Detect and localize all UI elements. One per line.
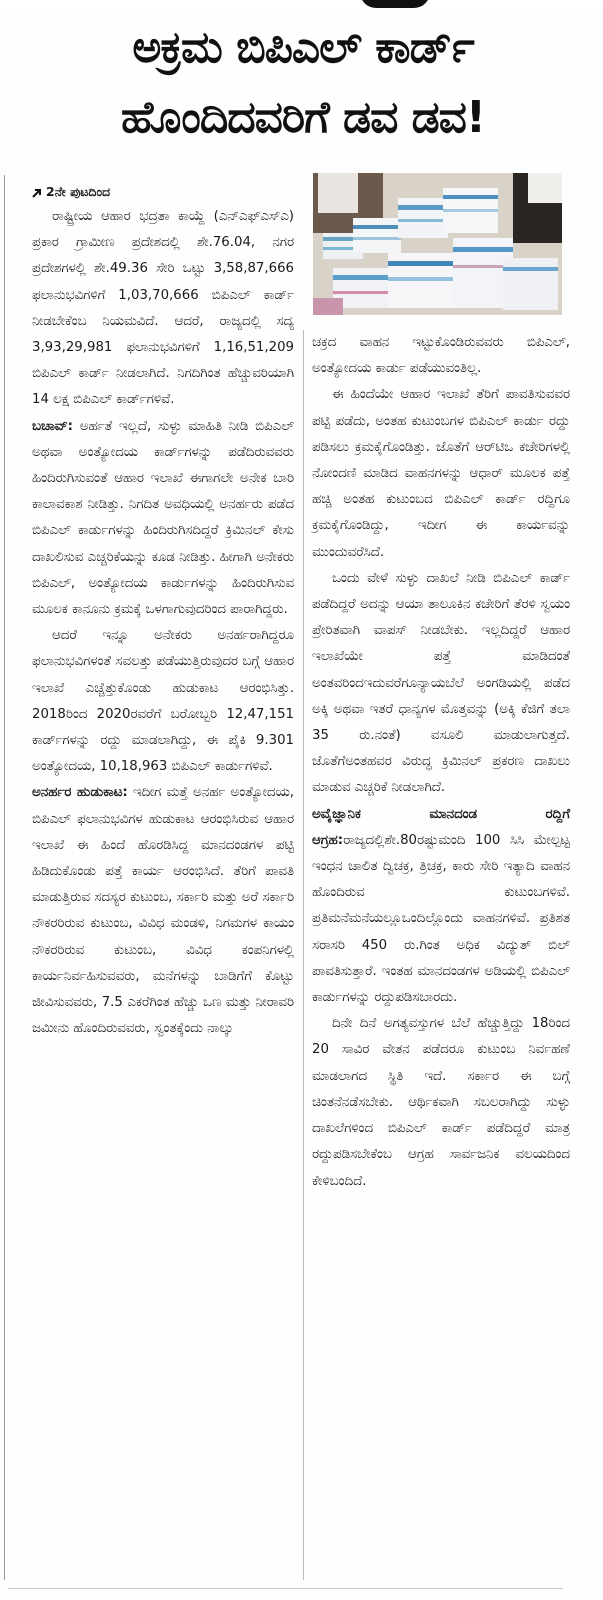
subheading: ಅನರ್ಹರ ಹುಡುಕಾಟ: <box>32 785 128 801</box>
paragraph: ದಿನೇ ದಿನೆ ಅಗತ್ಯವಸ್ತುಗಳ ಬೆಲೆ ಹೆಚ್ಚುತ್ತಿದ್ದು 18ರಿಂದ 20 ಸಾವಿರ ವೇತನ ಪಡೆದರೂ ಕುಟುಂಬ ನಿರ್ವಹಣೆ ಮಾಡಲಾಗದ ಸ್ಥಿತಿ ಇದೆ. ಸರ್ಕಾರ ಈ ಬಗ್ಗೆ ಚಿಂತನೆನಡೆಸಬೇಕು. ಆರ್ಥಿಕವಾಗಿ ಸಬಲರಾಗಿದ್ದು ಸುಳ್ಳು ದಾಖಲೆಗಳಿಂದ ಬಿಪಿಎಲ್ ಕಾರ್ಡ್ ಪಡೆದಿದ್ದರೆ ಮಾತ್ರ ರದ್ದುಪಡಿಸಬೇಕೆಂಬ ಆಗ್ರಹ ಸಾರ್ವಜನಿಕ ವಲಯದಿಂದ ಕೇಳಿಬಂದಿದೆ. <box>312 1016 570 1189</box>
paragraph: ಈ ಹಿಂದೆಯೇ ಆಹಾರ ಇಲಾಖೆ ತೆರಿಗೆ ಪಾವತಿಸುವವರ ಪಟ್ಟಿ ಪಡೆದು, ಅಂತಹ ಕುಟುಂಬಗಳ ಬಿಪಿಎಲ್ ಕಾರ್ಡು ರದ್ದು ಪಡಿಸಲು ಕ್ರಮಕೈಗೊಂಡಿತ್ತು. ಜೊತೆಗೆ ಆರ್‌ಟಿಒ ಕಚೇರಿಗಳಲ್ಲಿ ನೋಂದಣಿ ಮಾಡಿದ ವಾಹನಗಳನ್ನು ಆಧಾರ್ ಮೂಲಕ ಪತ್ತೆ ಹಚ್ಚಿ ಅಂತಹ ಕುಟುಂಬದ ಬಿಪಿಎಲ್ ಕಾರ್ಡ್ ರದ್ದಿಗೂ ಕ್ರಮಕೈಗೊಂಡಿದ್ದು, ಇದೀಗ ಈ ಕಾರ್ಯವನ್ನು ಮುಂದುವರೆಸಿದೆ. <box>312 387 570 560</box>
paragraph: ಒಂದು ವೇಳೆ ಸುಳ್ಳು ದಾಖಲೆ ನೀಡಿ ಬಿಪಿಎಲ್ ಕಾರ್ಡ್ ಪಡೆದಿದ್ದರೆ ಅದನ್ನು ಆಯಾ ತಾಲೂಕಿನ ಕಚೇರಿಗೆ ತೆರಳಿ ಸ್ವಯಂ ಪ್ರೇರಿತವಾಗಿ ವಾಪಸ್ ನೀಡಬೇಕು. ಇಲ್ಲದಿದ್ದರೆ ಆಹಾರ ಇಲಾಖೆಯೇ ಪತ್ತೆ ಮಾಡಿದಂತೆ ಅಂತವರಿಂದಇದುವರೆಗೂನ್ಯಾಯಬೆಲೆ ಅಂಗಡಿಯಲ್ಲಿ ಪಡೆದ ಅಕ್ಕಿ ಅಥವಾ ಇತರೆ ಧಾನ್ಯಗಳ ಮೊತ್ತವನ್ನು (ಅಕ್ಕಿ ಕೆಜಿಗೆ ತಲಾ 35 ರು.ನಂತೆ) ವಸೂಲಿ ಮಾಡುಲಾಗುತ್ತದೆ. ಜೊತೆಗೆಅಂತಹವರ ವಿರುದ್ಧ ಕ್ರಿಮಿನಲ್ ಪ್ರಕರಣ ದಾಖಲು ಮಾಡುವ ಎಚ್ಚರಿಕೆ ನೀಡಲಾಗಿದೆ. <box>312 570 570 796</box>
left-border-rule <box>4 175 5 1580</box>
paragraph: ಆದರೆ ಇನ್ನೂ ಅನೇಕರು ಅನರ್ಹರಾಗಿದ್ದರೂ ಫಲಾನುಭವಿಗಳಂತೆ ಸವಲತ್ತು ಪಡೆಯುತ್ತಿರುವುದರ ಬಗ್ಗೆ ಆಹಾರ ಇಲಾಖೆ ಎಚ್ಚೆತ್ತುಕೊಂಡು ಹುಡುಕಾಟ ಆರಂಭಿಸಿತ್ತು. 2018ರಿಂದ 2020ರವರೆಗೆ ಬರೋಬ್ಬರಿ 12,47,151 ಕಾರ್ಡ್‌ಗಳನ್ನು ರದ್ದು ಮಾಡಲಾಗಿದ್ದು, ಈ ಪೈಕಿ 9.301 ಅಂತ್ಯೋದಯ, 10,18,963 ಬಿಪಿಎಲ್ ಕಾರ್ಡುಗಳಿವೆ. <box>32 628 294 775</box>
paragraph <box>32 414 294 624</box>
paragraph-text: ರಾಜ್ಯದಲ್ಲಿಶೇ.80ರಷ್ಟುಮಂದಿ 100 ಸಿಸಿ ಮೇಲ್ಪಟ್ಟ ಇಂಧನ ಚಾಲಿತ ದ್ವಿಚಕ್ರ, ತ್ರಿಚಕ್ರ, ಕಾರು ಸೇರಿ ಇತ್ಯಾದಿ ವಾಹನ ಹೊಂದಿರುವ ಕುಟುಂಬಗಳಿವೆ. ಪ್ರತಿಮನೆಮನೆಯಲ್ಲೂಒಂದಿಲ್ಲೊಂದು ವಾಹನಗಳಿವೆ. ಪ್ರತಿಶತ ಸರಾಸರಿ 450 ರು.ಗಿಂತ ಅಧಿಕ ವಿದ್ಯುತ್ ಬಿಲ್ ಪಾವತಿಸುತ್ತಾರೆ. ಇಂತಹ ಮಾನದಂಡಗಳ ಅಡಿಯಲ್ಲಿ ಬಿಪಿಎಲ್ ಕಾರ್ಡುಗಳನ್ನು ರದ್ದುಪಡಿಸಬಾರದು. <box>312 832 570 1006</box>
bpl-card-stacks-photo-icon <box>313 173 562 315</box>
bpl-cards-photo <box>313 173 562 315</box>
headline-line-1: ಅಕ್ರಮ ಬಿಪಿಎಲ್ ಕಾರ್ಡ್ <box>132 22 474 73</box>
paragraph-text: ಇದೀಗ ಮತ್ತೆ ಅನರ್ಹ ಅಂತ್ಯೋದಯ, ಬಿಪಿಎಲ್ ಫಲಾನುಭವಿಗಳ ಹುಡುಕಾಟ ಆರಂಭಿಸಿರುವ ಆಹಾರ ಇಲಾಖೆ ಈ ಹಿಂದೆ ಹೊರಡಿಸಿದ್ದ ಮಾನದಂಡಗಳ ಪಟ್ಟಿ ಹಿಡಿದುಕೊಂಡು ಪತ್ತೆ ಕಾರ್ಯ ಆರಂಭಿಸಿದೆ. ತೆರಿಗೆ ಪಾವತಿ ಮಾಡುತ್ತಿರುವ ಸದಸ್ಯರ ಕುಟುಂಬ, ಸರ್ಕಾರಿ ಮತ್ತು ಅರೆ ಸರ್ಕಾರಿ ನೌಕರರಿರುವ ಕುಟುಂಬ, ವಿವಿಧ ಮಂಡಳಿ, ನಿಗಮಗಳ ಕಾಯಂ ನೌಕರರಿರುವ ಕುಟುಂಬ, ವಿವಿಧ ಕಂಪನಿಗಳಲ್ಲಿ ಕಾರ್ಯನಿರ್ವಹಿಸುವವರು, ಮನೆಗಳನ್ನು ಬಾಡಿಗೆಗೆ ಕೊಟ್ಟು ಜೀವಿಸುವವರು, 7.5 ಎಕರೆಗಿಂತ ಹೆಚ್ಚು ಒಣ ಮತ್ತು ನೀರಾವರಿ ಜಮೀನು ಹೊಂದಿರುವವರು, ಸ್ವಂತಕ್ಕೆಂದು ನಾಲ್ಕು <box>32 785 294 1037</box>
headline-line-2: ಹೊಂದಿದವರಿಗೆ ಡವ ಡವ! <box>121 92 485 143</box>
paragraph <box>32 780 294 1042</box>
bottom-rule <box>8 1588 563 1589</box>
left-column <box>32 182 294 1043</box>
cropped-masthead-fragment <box>360 0 430 8</box>
subheading: ಬಚಾವ್: <box>32 418 73 434</box>
continuation-text: 2ನೇ ಪುಟದಿಂದ <box>46 184 111 199</box>
paragraph: ಚಕ್ರದ ವಾಹನ ಇಟ್ಟುಕೊಂಡಿರುವವರು ಬಿಪಿಎಲ್, ಅಂತ್ಯೋದಯ ಕಾರ್ಡು ಪಡೆಯುವಂತಿಲ್ಲ. <box>312 335 570 377</box>
arrow-icon <box>32 188 42 198</box>
paragraph-text: ಅರ್ಹತೆ ಇಲ್ಲದೆ, ಸುಳ್ಳು ಮಾಹಿತಿ ನೀಡಿ ಬಿಪಿಎಲ್ ಅಥವಾ ಅಂತ್ಯೋದಯ ಕಾರ್ಡ್‌ಗಳನ್ನು ಪಡೆದಿರುವವರು ಹಿಂದಿರುಗಿಸುವಂತೆ ಆಹಾರ ಇಲಾಖೆ ಈಗಾಗಲೇ ಅನೇಕ ಬಾರಿ ಕಾಲಾವಕಾಶ ನೀಡಿತ್ತು. ನಿಗದಿತ ಅವಧಿಯಲ್ಲಿ ಅನರ್ಹರು ಪಡೆದ ಬಿಪಿಎಲ್ ಕಾರ್ಡುಗಳನ್ನು ಹಿಂದಿರುಗಿಸದಿದ್ದರೆ ಕ್ರಿಮಿನಲ್ ಕೇಸು ದಾಖಲಿಸುವ ಎಚ್ಚರಿಕೆಯನ್ನು ಕೂಡ ನೀಡಿತ್ತು. ಹೀಗಾಗಿ ಅನೇಕರು ಬಿಪಿಎಲ್, ಅಂತ್ಯೋದಯ ಕಾರ್ಡುಗಳನ್ನು ಹಿಂದಿರುಗಿಸುವ ಮೂಲಕ ಕಾನೂನು ಕ್ರಮಕ್ಕೆ ಒಳಗಾಗುವುದರಿಂದ ಪಾರಾಗಿದ್ದರು. <box>32 418 295 618</box>
top-edge <box>0 0 603 10</box>
continuation-kicker <box>32 182 294 202</box>
paragraph: ರಾಷ್ಟ್ರೀಯ ಆಹಾರ ಭದ್ರತಾ ಕಾಯ್ದೆ (ಎನ್‌ಎಫ್‌ಎಸ್‌ಎ) ಪ್ರಕಾರ ಗ್ರಾಮೀಣ ಪ್ರದೇಶದಲ್ಲಿ ಶೇ.76.04, ನಗರ ಪ್ರದೇಶಗಳಲ್ಲಿ ಶೇ.49.36 ಸೇರಿ ಒಟ್ಟು 3,58,87,666 ಫಲಾನುಭವಿಗಳಿಗೆ 1,03,70,666 ಬಿಪಿಎಲ್ ಕಾರ್ಡ್ ನೀಡಬೇಕೆಂಬ ನಿಯಮವಿದೆ. ಆದರೆ, ರಾಜ್ಯದಲ್ಲಿ ಸದ್ಯ 3,93,29,981 ಫಲಾನುಭವಿಗಳಿಗೆ 1,16,51,209 ಬಿಪಿಎಲ್ ಕಾರ್ಡ್ ನೀಡಲಾಗಿದೆ. ನಿಗದಿಗಿಂತ ಹೆಚ್ಚುವರಿಯಾಗಿ 14 ಲಕ್ಷ ಬಿಪಿಎಲ್ ಕಾರ್ಡ್‌ಗಳಿವೆ. <box>32 209 294 408</box>
right-column <box>312 330 570 1195</box>
subheading: ಅವೈಜ್ಞಾನಿಕ ಮಾನದಂಡ ರದ್ದಿಗೆ ಆಗ್ರಹ: <box>312 806 570 848</box>
paragraph <box>312 802 570 1012</box>
column-divider <box>303 330 304 1580</box>
